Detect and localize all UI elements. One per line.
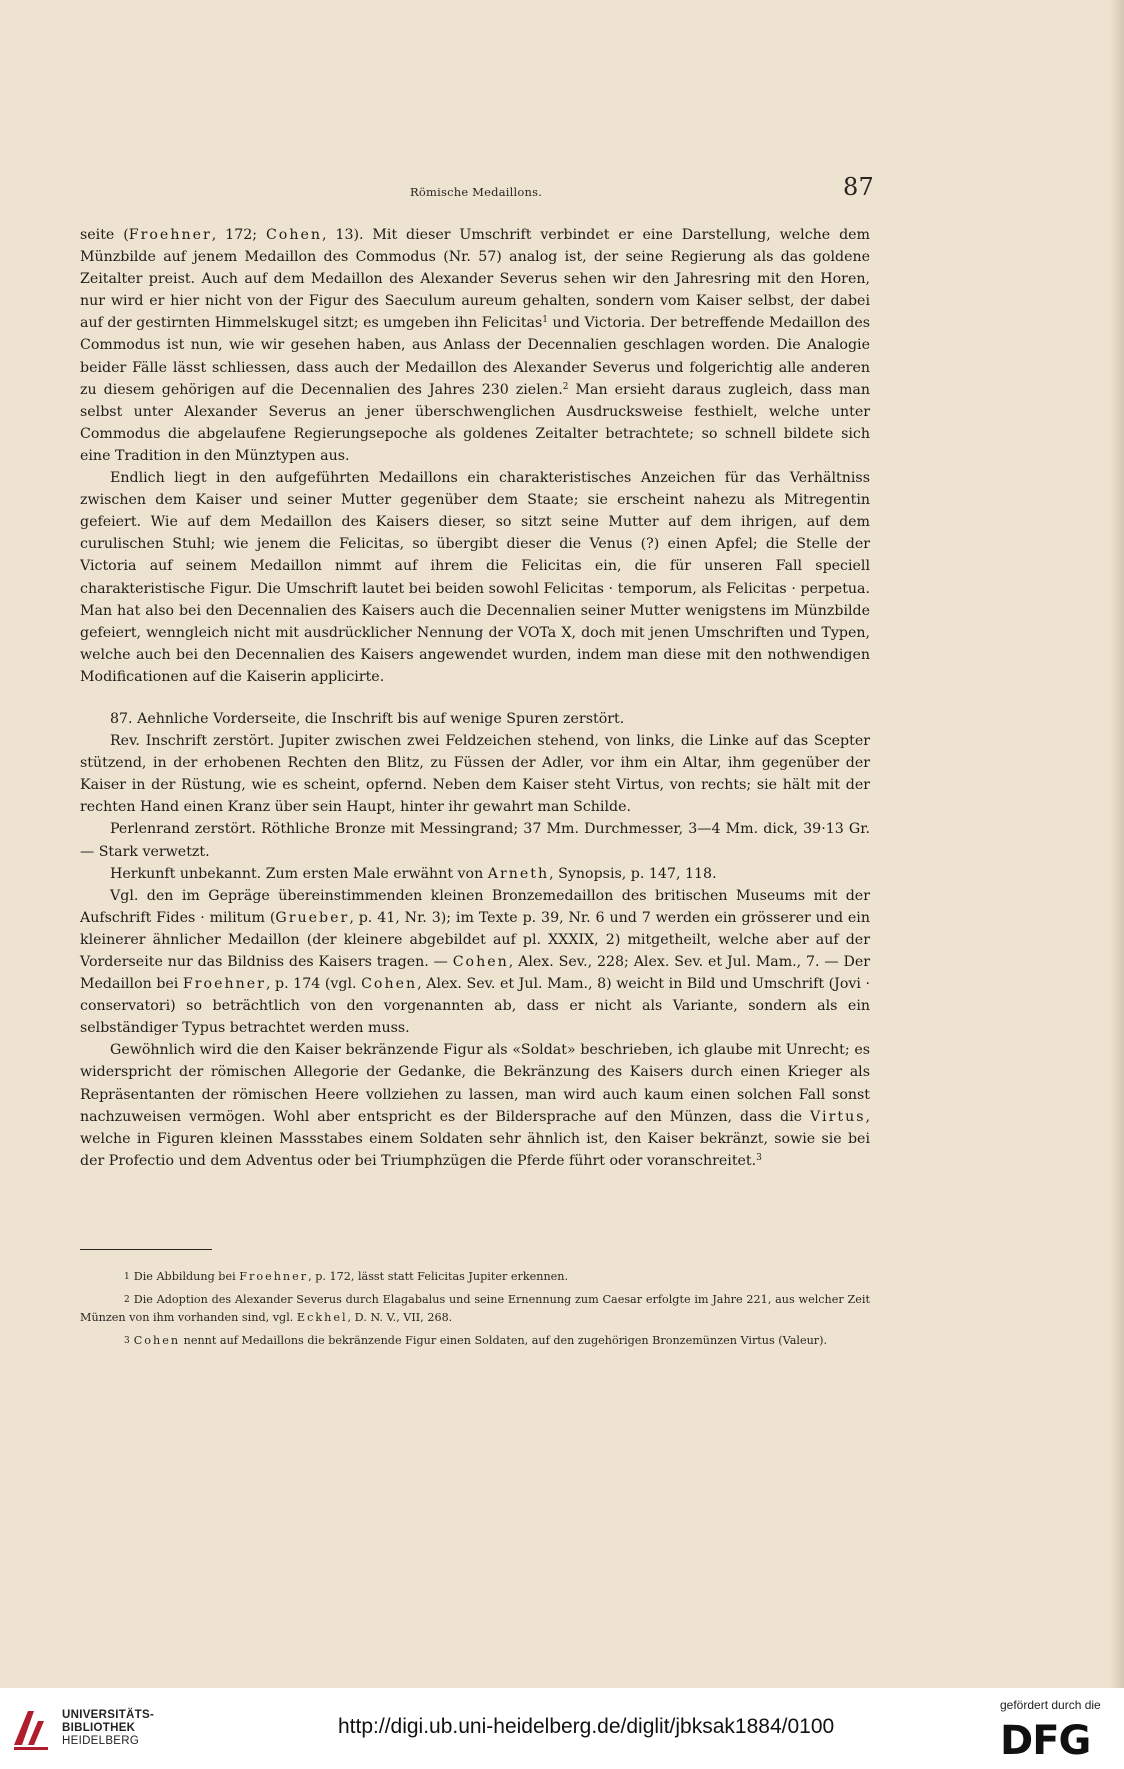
paragraph-comparison: Vgl. den im Gepräge übereinstimmenden kleinen Bronzemedaillon des britischen Museums mit der Aufschrift Fides · militum (Grueber, p. 41, Nr. 3); im Texte p. 39, Nr. 6 und 7 werden ein grösserer und ein kleinerer ähnlicher Medaillon (der kleinere abgebildet auf pl. XXXIX, 2) mitgetheilt, welche aber auf der Vorderseite nur das Bildniss des Kaisers tragen. — Cohen, Alex. Sev., 228; Alex. Sev. et Jul. Mam., 7. — Der Medaillon bei Froehner, p. 174 (vgl. Cohen, Alex. Sev. et Jul. Mam., 8) weicht in Bild und Umschrift (Jovi · conservatori) so beträchtlich von den vorgenannten ab, dass er nicht als Variante, sondern als ein selbständiger Typus betrachtet werden muss. [80, 887, 870, 1037]
footnote-3: 3 Cohen nennt auf Medaillons die bekränzende Figur einen Soldaten, auf den zugehörigen Bronzemünzen Virtus (Valeur). [124, 1334, 828, 1347]
paragraph-description: Perlenrand zerstört. Röthliche Bronze mit Messingrand; 37 Mm. Durchmesser, 3—4 Mm. dick, 39·13 Gr. — Stark verwetzt. [80, 821, 870, 860]
author-name: Arneth [487, 865, 550, 882]
author-name: Cohen [361, 976, 418, 993]
main-text [80, 224, 870, 1172]
footnote-rule [80, 1249, 212, 1250]
page-number: 87 [843, 173, 874, 201]
footnote-ref: 3 [756, 1152, 762, 1163]
paragraph-interpretation: Gewöhnlich wird die den Kaiser bekränzende Figur als «Soldat» beschrieben, ich glaube mit Unrecht; es widerspricht der römischen Allegorie der Gedanke, die Bekränzung des Kaisers durch einen Krieger als Repräsentanten der römischen Heere vollziehen zu lassen, man wird auch kaum einen solchen Fall sonst nachzuweisen vermögen. Wohl aber entspricht es der Bildersprache auf den Münzen, dass die Virtus, welche in Figuren kleinen Massstabes einem Soldaten sehr ähnlich ist, den Kaiser bekränzt, sowie sie bei der Profectio und dem Adventus oder bei Triumphzügen die Pferde führt oder voranschreitet.$^3$ [80, 1042, 870, 1169]
author-name: Froehner [239, 1270, 309, 1283]
funding-caption: gefördert durch die [1000, 1698, 1101, 1712]
author-name: Froehner [182, 976, 266, 993]
author-name: Cohen [265, 227, 323, 243]
author-name: Cohen [133, 1334, 181, 1347]
paragraph-1: seite (Froehner, 172; Cohen, 13). Mit dieser Umschrift verbindet er eine Darstellung, welche dem Münzbilde auf jenem Medaillon des Commodus (Nr. 57) analog ist, der seine Regierung als das goldene Zeitalter preist. Auch auf dem Medaillon des Alexander Severus sehen wir den Jahresring mit den Horen, nur wird er hier nicht von der Figur des Saeculum aureum gehalten, sondern vom Kaiser selbst, der dabei auf der gestirnten Himmelskugel sitzt; es umgeben ihn Felicitas$^1$ und Victoria. Der betreffende Medaillon des Commodus ist nun, wie wir gesehen haben, aus Anlass der Decennalien geschlagen worden. Die Analogie beider Fälle lässt schliessen, dass auch der Medaillon des Alexander Severus und folgerichtig alle anderen zu diesem gehörigen auf die Decennalien des Jahres 230 zielen.$^2$ Man ersieht daraus zugleich, dass man selbst unter Alexander Severus an jener überschwenglichen Ausdrucksweise festhielt, welche unter Commodus die abgelaufene Regierungsepoche als goldenes Zeitalter betrachtete; so schnell bildete sich eine Tradition in den Münztypen aus. [80, 227, 871, 464]
paragraph-2: Endlich liegt in den aufgeführten Medaillons ein charakteristisches Anzeichen für das Verhältniss zwischen dem Kaiser und seiner Mutter gegenüber dem Staate; sie erscheint nahezu als Mitregentin gefeiert. Wie auf dem Medaillon des Kaisers dieser, so sitzt seine Mutter auf dem ihrigen, auf dem curulischen Stuhl; wie jenem die Felicitas, so übergibt dieser die Venus (?) einen Apfel; die Stelle der Victoria auf seinem Medaillon nimmt auf ihrem die Felicitas ein, die für unseren Fall speciell charakteristische Figur. Die Umschrift lautet bei beiden sowohl Felicitas · temporum, als Felicitas · perpetua. Man hat also bei den Decennalien des Kaisers auch die Decennalien seiner Mutter wenigstens im Münzbilde gefeiert, wenngleich nicht mit ausdrücklicher Nennung der VOTa X, doch mit jenen Umschriften und Typen, welche auch bei den Decennalien des Kaisers angewendet wurden, indem man diese mit den nothwendigen Modificationen auf die Kaiserin applicirte. [80, 470, 870, 685]
library-name: UNIVERSITÄTS- BIBLIOTHEK HEIDELBERG [62, 1709, 155, 1747]
emphasis: Virtus [810, 1108, 866, 1125]
viewer-footer [0, 1688, 1124, 1769]
footnote-ref: 2 [562, 381, 569, 392]
footnote-ref: 1 [542, 315, 549, 326]
permalink-url[interactable]: http://digi.ub.uni-heidelberg.de/diglit/jbksak1884/0100 [338, 1715, 835, 1738]
author-name: Eckhel [296, 1311, 348, 1324]
paragraph-provenance: Herkunft unbekannt. Zum ersten Male erwähnt von Arneth, Synopsis, p. 147, 118. [110, 865, 717, 882]
university-library-logo-icon [8, 1705, 56, 1753]
author-name: Froehner [128, 227, 212, 243]
author-name: Grueber [275, 909, 350, 926]
paragraph-reverse: Rev. Inschrift zerstört. Jupiter zwischen zwei Feldzeichen stehend, von links, die Linke auf das Scepter stützend, in der erhobenen Rechten den Blitz, zu Füssen der Adler, vor ihm ein Altar, ihm gegenüber der Kaiser in der Rüstung, wie es scheint, opfernd. Neben dem Kaiser steht Virtus, von rechts; sie hält mit der rechten Hand einen Kranz über sein Haupt, hinter ihr gewahrt man Schilde. [80, 733, 870, 816]
entry-heading: 87. Aehnliche Vorderseite, die Inschrift bis auf wenige Spuren zerstört. [110, 710, 625, 727]
footnote-1: 1 Die Abbildung bei Froehner, p. 172, lässt statt Felicitas Jupiter erkennen. [124, 1270, 569, 1283]
footnotes [80, 1268, 870, 1355]
footnote-2: 2 Die Adoption des Alexander Severus durch Elagabalus und seine Ernennung zum Caesar erfolgte im Jahre 221, aus welcher Zeit Münzen von ihm vorhanden sind, vgl. Eckhel, D. N. V., VII, 268. [80, 1293, 870, 1324]
dfg-logo: DFG [1000, 1718, 1091, 1764]
running-title: Römische Medaillons. [410, 185, 543, 199]
author-name: Cohen [452, 954, 509, 970]
